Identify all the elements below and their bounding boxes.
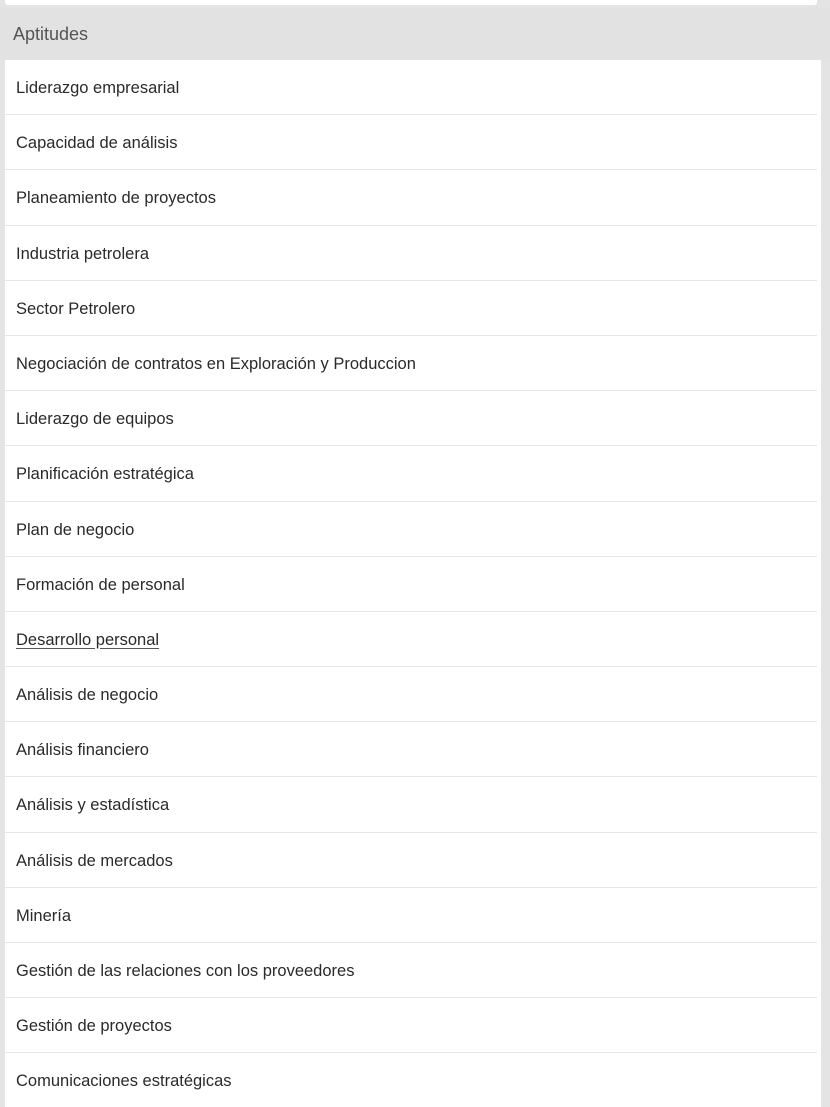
top-strip <box>0 0 830 8</box>
skill-label: Plan de negocio <box>16 520 135 539</box>
skill-item[interactable] <box>5 446 817 501</box>
skill-label: Desarrollo personal <box>16 630 160 649</box>
skill-label: Liderazgo de equipos <box>16 410 174 429</box>
skill-label: Formación de personal <box>16 575 185 594</box>
skill-label: Gestión de las relaciones con los proveedores <box>16 962 355 980</box>
section-title: Aptitudes <box>13 24 89 44</box>
skill-item[interactable] <box>5 281 817 336</box>
skill-label: Planificación estratégica <box>16 465 194 484</box>
skill-item[interactable] <box>5 557 817 612</box>
skill-label: Análisis de mercados <box>16 851 173 870</box>
skill-item[interactable] <box>5 667 817 722</box>
skill-item[interactable] <box>5 170 817 225</box>
previous-card-edge <box>5 0 817 5</box>
skill-label: Análisis de negocio <box>16 686 159 705</box>
skill-item[interactable] <box>5 998 817 1053</box>
skill-label: Capacidad de análisis <box>16 134 178 153</box>
skill-item[interactable] <box>5 943 817 998</box>
skills-list <box>5 60 821 1107</box>
skill-label: Gestión de proyectos <box>16 1017 172 1036</box>
skill-item-link[interactable] <box>5 612 817 667</box>
skill-label: Planeamiento de proyectos <box>16 189 216 208</box>
skill-label: Análisis financiero <box>16 741 149 760</box>
skills-card <box>5 60 821 1107</box>
skill-label: Negociación de contratos en Exploración y Produccion <box>16 354 416 373</box>
skill-item[interactable] <box>5 60 817 115</box>
skill-label: Comunicaciones estratégicas <box>16 1072 232 1091</box>
skill-item[interactable] <box>5 833 817 888</box>
skill-item[interactable] <box>5 1053 817 1107</box>
skill-label: Sector Petrolero <box>16 299 136 318</box>
skill-item[interactable] <box>5 391 817 446</box>
skill-item[interactable] <box>5 722 817 777</box>
skill-item[interactable] <box>5 226 817 281</box>
skill-item[interactable] <box>5 888 817 943</box>
skill-label: Minería <box>16 906 72 925</box>
section-header-skills <box>0 8 830 60</box>
skill-label: Liderazgo empresarial <box>16 79 180 97</box>
skill-item[interactable] <box>5 336 817 391</box>
skill-label: Industria petrolera <box>16 244 149 263</box>
skill-item[interactable] <box>5 502 817 557</box>
skill-item[interactable] <box>5 115 817 170</box>
skill-item[interactable] <box>5 777 817 832</box>
skill-label: Análisis y estadística <box>16 796 170 815</box>
